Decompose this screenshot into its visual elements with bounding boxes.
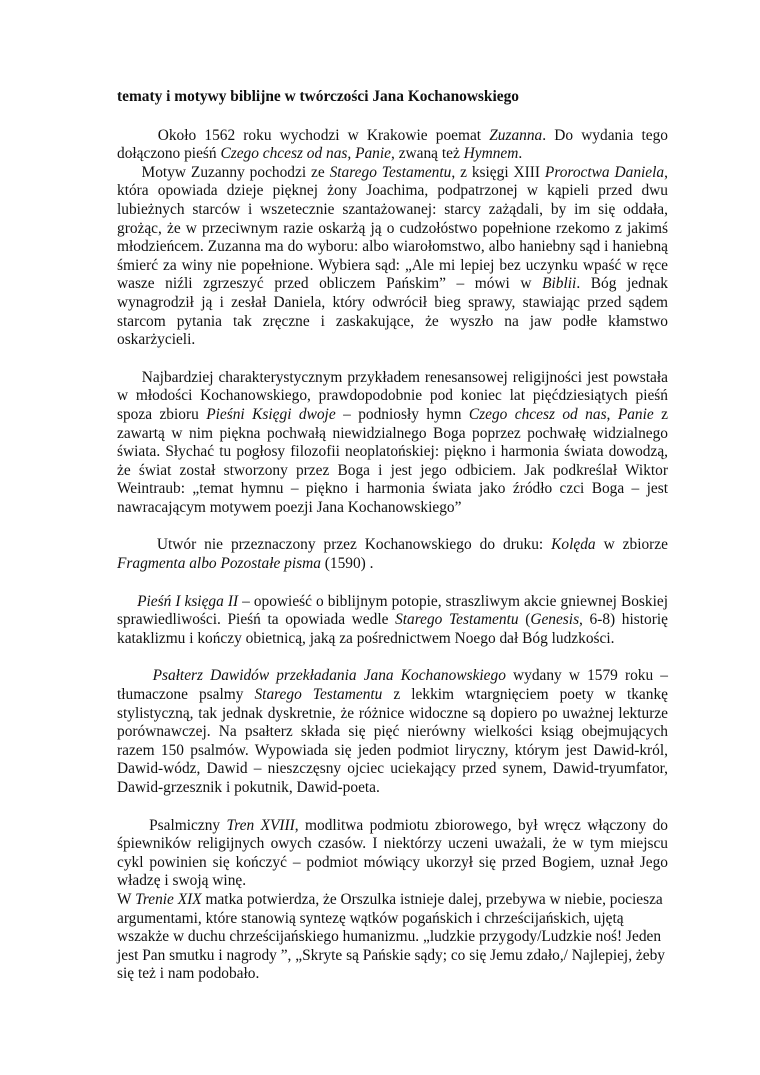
text-run: , modlitwa podmiotu zbiorowego, był wręcz włączony do śpiewników religijnych owych czasów. I niektórzy uczeni uważali, że w tym miejscu cykl powinien się kończyć – podmiot mówiący ukorzył się przed Bogiem, uznał Jego władzę i swoją winę. [117,816,668,890]
italic-title: Starego Testamentu [395,611,519,629]
text-run: Najbardziej charakterystycznym przykładem renesansowej religijności jest powstała w młodości Kochanowskiego, prawdopodobnie pod koniec lat pięćdziesiątych pieśń spoza zbioru [117,368,668,423]
italic-title: Psałterz Dawidów przekładania Jana Kochanowskiego [152,667,506,685]
document-title: tematy i motywy biblijne w twórczości Jana Kochanowskiego [117,88,519,105]
text-run: ( [518,611,531,629]
text-run: Psalmiczny [149,816,227,834]
text-run: (1590) . [320,555,374,573]
paragraph-tren-xix [117,891,668,984]
paragraph-hymn [117,369,668,518]
italic-title: Hymnem [463,145,519,163]
italic-title: Starego Testamentu [329,163,452,181]
text-run: , która opowiada dzieje pięknej żony Joachima, podpatrzonej w kąpieli przed dwu lubieżnych starców i wszetecznie szantażowanej: starcy zażądali, by im się oddała, grożąc, że w przeciwnym razie oskarżą ją o cudzołóstwo popełnione rzekomo z jakimś młodzieńcem. Zuzanna ma do wyboru: albo wiarołomstwo, albo haniebny sąd i haniebną śmierć za winy nie popełnione. Wybiera sąd: „Ale mi lepiej bez uczynku wpaść w ręce wasze niźli zgrzeszyć przed obliczem Pańskim” – mówi w [117,163,668,293]
text-run: matka potwierdza, że Orszulka istnieje dalej, przebywa w niebie, pociesza argumentami, które stanowią syntezę wątków pogańskich i chrześcijańskich, ujętą wszakże w duchu chrześcijańskiego humanizmu. „ludzkie przygody/Ludzkie noś! Jeden jest Pan smutku i nagrody ”, „Skryte są Pańskie sądy; co się Jemu zdało,/ Najlepiej, żeby się też i nam podobało. [117,890,665,983]
text-run: . Do wydania tego dołączono pieśń [117,126,668,163]
text-run: z zawartą w nim piękna pochwałą niewidzialnego Boga poprzez pochwałę widzialnego świata. Słychać tu pogłosy filozofii neoplatońskiej: piękno i harmonia świata dowodzą, że świat został stworzony przez Boga i jest jego odbiciem. Jak podkreślał Wiktor Weintraub: „temat hymnu – piękno i harmonia świata jako źródło czci Boga – jest nawracającym motywem poezji Jana Kochanowskiego” [117,405,669,516]
italic-title: Tren XVIII [226,816,295,834]
text-run: – podniosły hymn [335,405,469,423]
text-run: , zwaną też [391,145,464,163]
text-run: . [518,145,523,163]
italic-title: Kolęda [551,536,596,554]
paragraph-zuzanna-motif [117,164,668,350]
italic-title: Zuzanna [489,126,543,144]
italic-title: Starego Testamentu [254,686,383,704]
text-run: W [117,890,136,908]
text-run: Utwór nie przeznaczony przez Kochanowskiego do druku: [156,536,552,554]
text-run: Około 1562 roku wychodzi w Krakowie poemat [157,126,490,144]
text-run: , z księgi XIII [451,163,545,181]
paragraph-potop [117,593,668,649]
italic-title: Genesis, [530,611,583,629]
italic-title: Biblii [542,275,577,293]
italic-title: Pieśń I księga II [137,592,239,610]
text-run: 6-8) historię kataklizmu i kończy obietnicą, jaką za pośrednictwem Noego dał Bóg ludzkości. [117,611,668,647]
italic-title: Czego chcesz od nas, Panie [220,145,391,163]
italic-title: Czego chcesz od nas, Panie [468,405,654,423]
italic-title: Fragmenta albo Pozostałe pisma [117,555,321,573]
text-run: – opowieść o biblijnym potopie, straszliwym akcie gniewnej Boskiej sprawiedliwości. Pieśń ta opowiada wedle [117,592,668,629]
text-run: . Bóg jednak wynagrodził ją i zesłał Daniela, który odwrócił bieg sprawy, stawiając przed sądem starcom pytania tak zręczne i zaskakujące, że wyszło na jaw podłe kłamstwo oskarżycieli. [117,275,668,349]
paragraph-tren-xviii [117,817,668,891]
italic-title: Pieśni Księgi dwoje [206,405,336,423]
italic-title: Trenie XIX [135,890,202,908]
italic-title: Proroctwa Daniela [544,163,665,181]
text-run: w zbiorze [595,536,668,554]
paragraph-koleda [117,536,668,573]
document-page [117,88,668,984]
paragraph-zuzanna-intro [117,127,668,164]
paragraph-psalterz [117,667,668,797]
text-run: z lekkim wtargnięciem poety w tkankę stylistyczną, tak jednak dyskretnie, że różnice widoczne są dopiero po uważnej lekturze porównawczej. Na psałterz składa się pięć nierówny wielkości ksiąg obejmujących razem 150 psalmów. Wypowiada się jeden podmiot liryczny, którym jest Dawid-król, Dawid-wódz, Dawid – nieszczęsny ojciec uciekający przed synem, Dawid-tryumfator, Dawid-grzesznik i pokutnik, Dawid-poeta. [117,686,668,796]
text-run: wydany w 1579 roku – tłumaczone psalmy [117,667,668,704]
text-run: Motyw Zuzanny pochodzi ze [141,163,330,181]
